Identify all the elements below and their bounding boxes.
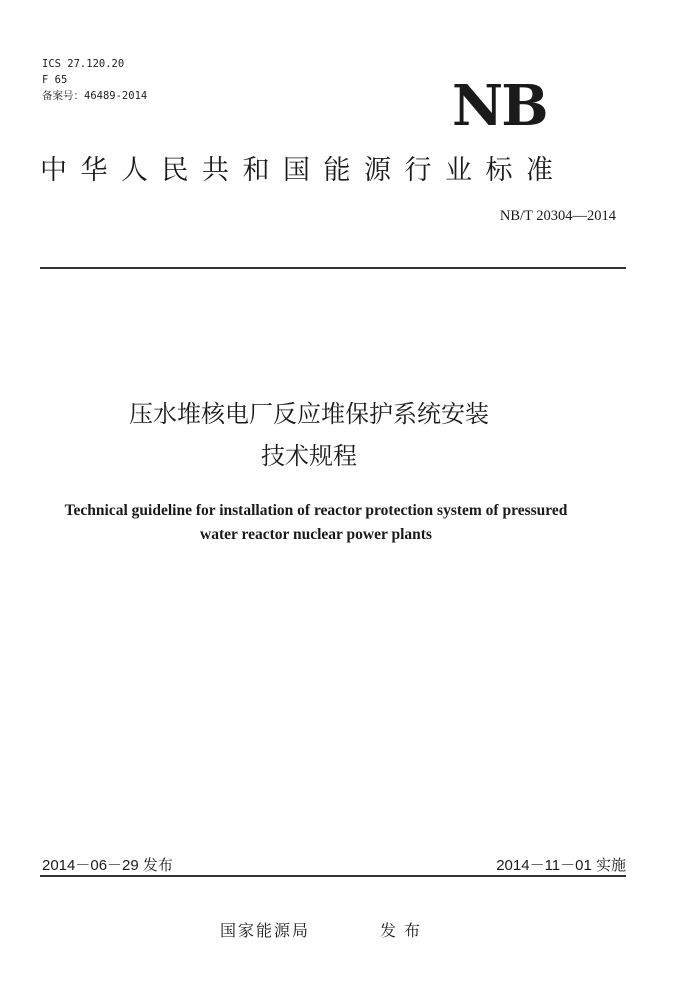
bottom-divider	[40, 875, 626, 877]
effective-date: 2014－11－01 实施	[496, 857, 626, 874]
issue-date: 2014－06－29 发布	[42, 857, 173, 874]
issuing-authority: 国家能源局	[220, 921, 311, 940]
industry-standard-title: 中华人民共和国能源行业标准	[40, 155, 567, 186]
ccs-code: F 65	[42, 74, 68, 86]
chinese-title	[0, 393, 618, 477]
chinese-title-line-2: 技术规程	[261, 442, 357, 470]
english-title	[0, 499, 632, 547]
ics-code: ICS 27.120.20	[42, 58, 125, 70]
nb-logo: NB	[452, 73, 547, 139]
standard-number: NB/T 20304—2014	[499, 208, 616, 224]
issue-action: 发布	[380, 921, 429, 940]
classification-block	[42, 56, 147, 104]
chinese-title-line-1: 压水堆核电厂反应堆保护系统安装	[129, 400, 489, 428]
top-divider	[40, 267, 626, 269]
english-title-line-1: Technical guideline for installation of reactor protection system of pressured	[64, 502, 568, 519]
filing-number: 备案号：46489-2014	[42, 90, 148, 102]
english-title-line-2: water reactor nuclear power plants	[200, 526, 432, 543]
